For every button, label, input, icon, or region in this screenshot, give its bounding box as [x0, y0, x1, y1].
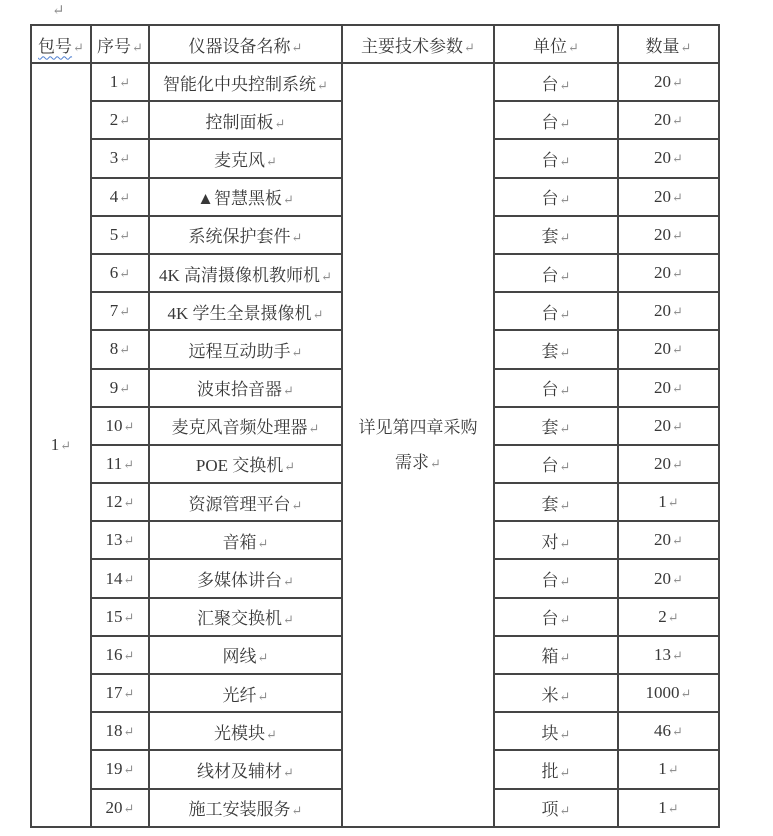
- quantity: 20: [654, 224, 672, 244]
- unit-cell[interactable]: [494, 407, 618, 445]
- end-of-cell-mark: ↵: [559, 153, 571, 169]
- header-label: 单位: [533, 36, 568, 56]
- unit: 批: [541, 761, 559, 781]
- equipment-name: 线材及辅材: [197, 761, 283, 781]
- quantity: 46: [654, 721, 672, 741]
- quantity: 1: [658, 759, 667, 779]
- serial-no: 3: [109, 148, 119, 168]
- unit-cell[interactable]: [494, 789, 618, 827]
- unit: 套: [541, 341, 559, 361]
- end-of-cell-mark: ↵: [283, 383, 294, 399]
- end-of-cell-mark: ↵: [283, 574, 294, 590]
- end-of-cell-mark: ↵: [559, 650, 571, 666]
- quantity: 20: [654, 415, 672, 435]
- end-of-cell-mark: ↵: [559, 803, 571, 819]
- unit: 块: [541, 723, 559, 743]
- end-of-cell-mark: ↵: [672, 227, 683, 243]
- serial-no-cell[interactable]: [91, 63, 149, 101]
- quantity-cell[interactable]: [618, 330, 719, 368]
- end-of-cell-mark: ↵: [291, 803, 303, 819]
- end-of-cell-mark: ↵: [312, 306, 324, 322]
- quantity-cell[interactable]: [618, 789, 719, 827]
- end-of-cell-mark: ↵: [672, 75, 683, 91]
- equipment-name-cell[interactable]: [149, 521, 342, 559]
- end-of-cell-mark: ↵: [672, 304, 683, 320]
- quantity-cell[interactable]: [618, 254, 719, 292]
- serial-no: 11: [105, 453, 123, 473]
- end-of-cell-mark: ↵: [559, 612, 571, 628]
- end-of-cell-mark: ↵: [559, 421, 571, 437]
- quantity: 1000: [645, 683, 680, 703]
- equipment-name-cell[interactable]: [149, 292, 342, 330]
- end-of-cell-mark: ↵: [559, 497, 571, 513]
- serial-no-cell[interactable]: [91, 407, 149, 445]
- serial-no: 17: [105, 683, 123, 703]
- header-equipment-name[interactable]: [149, 25, 342, 63]
- unit-cell[interactable]: [494, 712, 618, 750]
- header-unit[interactable]: [494, 25, 618, 63]
- end-of-cell-mark: ↵: [672, 533, 683, 549]
- quantity-cell[interactable]: [618, 521, 719, 559]
- header-tech-params[interactable]: [342, 25, 494, 63]
- serial-no-cell[interactable]: [91, 598, 149, 636]
- end-of-cell-mark: ↵: [119, 189, 131, 205]
- serial-no: 16: [105, 644, 123, 664]
- unit-cell[interactable]: [494, 750, 618, 788]
- serial-no-cell[interactable]: [91, 559, 149, 597]
- end-of-cell-mark: ↵: [60, 438, 72, 453]
- quantity: 20: [654, 377, 672, 397]
- end-of-cell-mark: ↵: [559, 726, 571, 742]
- end-of-cell-mark: ↵: [283, 612, 294, 628]
- equipment-name: 智能化中央控制系统: [163, 74, 317, 94]
- end-of-cell-mark: ↵: [119, 151, 131, 167]
- equipment-name-cell[interactable]: [149, 483, 342, 521]
- equipment-name: 光纤: [222, 685, 257, 705]
- unit: 台: [541, 112, 559, 132]
- unit: 米: [541, 685, 559, 705]
- serial-no: 2: [109, 110, 119, 130]
- equipment-name-cell[interactable]: [149, 178, 342, 216]
- end-of-cell-mark: ↵: [317, 77, 328, 93]
- end-of-cell-mark: ↵: [119, 75, 131, 91]
- end-of-cell-mark: ↵: [672, 571, 683, 587]
- unit: 台: [541, 74, 559, 94]
- serial-no: 8: [109, 339, 119, 359]
- serial-no-cell[interactable]: [91, 369, 149, 407]
- header-label: 序号: [97, 36, 132, 56]
- unit-cell[interactable]: [494, 254, 618, 292]
- unit: 台: [541, 380, 559, 400]
- end-of-cell-mark: ↵: [672, 418, 683, 434]
- end-of-cell-mark: ↵: [559, 115, 571, 131]
- end-of-cell-mark: ↵: [123, 724, 135, 740]
- equipment-name: 麦克风: [214, 150, 266, 170]
- end-of-cell-mark: ↵: [123, 495, 135, 511]
- serial-no: 14: [105, 568, 123, 588]
- end-of-cell-mark: ↵: [672, 456, 683, 472]
- quantity: 20: [654, 453, 672, 473]
- end-of-cell-mark: ↵: [464, 39, 475, 55]
- unit: 台: [541, 571, 559, 591]
- end-of-cell-mark: ↵: [680, 39, 692, 55]
- end-of-cell-mark: ↵: [119, 380, 131, 396]
- tech-params-cell[interactable]: [342, 63, 494, 827]
- quantity-cell[interactable]: [618, 292, 719, 330]
- end-of-cell-mark: ↵: [266, 726, 277, 742]
- end-of-cell-mark: ↵: [559, 688, 571, 704]
- serial-no-cell[interactable]: [91, 254, 149, 292]
- unit: 台: [541, 609, 559, 629]
- end-of-cell-mark: ↵: [73, 39, 84, 55]
- serial-no: 6: [109, 263, 119, 283]
- equipment-name-cell[interactable]: [149, 636, 342, 674]
- end-of-cell-mark: ↵: [559, 306, 571, 322]
- serial-no: 15: [105, 606, 123, 626]
- unit-cell[interactable]: [494, 178, 618, 216]
- header-package-no[interactable]: [31, 25, 91, 63]
- unit-cell[interactable]: [494, 521, 618, 559]
- serial-no-cell[interactable]: [91, 139, 149, 177]
- quantity-cell[interactable]: [618, 483, 719, 521]
- serial-no: 9: [109, 377, 119, 397]
- end-of-cell-mark: ↵: [291, 39, 303, 55]
- unit: 对: [541, 532, 559, 552]
- quantity: 1: [658, 492, 667, 512]
- quantity: 20: [654, 339, 672, 359]
- end-of-cell-mark: ↵: [667, 609, 679, 625]
- end-of-cell-mark: ↵: [559, 459, 571, 475]
- serial-no-cell[interactable]: [91, 101, 149, 139]
- end-of-cell-mark: ↵: [123, 571, 135, 587]
- end-of-cell-mark: ↵: [123, 686, 135, 702]
- equipment-name-cell[interactable]: [149, 750, 342, 788]
- quantity: 20: [654, 110, 672, 130]
- serial-no-cell[interactable]: [91, 521, 149, 559]
- quantity: 1: [658, 797, 667, 817]
- end-of-cell-mark: ↵: [672, 266, 683, 282]
- quantity-cell[interactable]: [618, 598, 719, 636]
- end-of-cell-mark: ↵: [123, 647, 135, 663]
- quantity-cell[interactable]: [618, 407, 719, 445]
- equipment-name-cell[interactable]: [149, 216, 342, 254]
- serial-no-cell[interactable]: [91, 330, 149, 368]
- serial-no-cell[interactable]: [91, 712, 149, 750]
- quantity: 20: [654, 568, 672, 588]
- equipment-name: 控制面板: [205, 112, 274, 132]
- quantity: 20: [654, 148, 672, 168]
- unit-cell[interactable]: [494, 139, 618, 177]
- header-label: 数量: [645, 36, 680, 56]
- serial-no: 19: [105, 759, 123, 779]
- serial-no-cell[interactable]: [91, 216, 149, 254]
- quantity: 20: [654, 72, 672, 92]
- equipment-name: ▲智慧黑板: [197, 189, 282, 209]
- tech-params-text: 详见第四章采购需求: [358, 417, 478, 472]
- header-label: 仪器设备名称: [188, 36, 291, 56]
- equipment-name: 麦克风音频处理器: [171, 418, 308, 438]
- quantity: 20: [654, 186, 672, 206]
- quantity-cell[interactable]: [618, 178, 719, 216]
- end-of-cell-mark: ↵: [257, 650, 269, 666]
- equipment-name-cell[interactable]: [149, 101, 342, 139]
- table-header-row: [31, 25, 719, 63]
- quantity-cell[interactable]: [618, 369, 719, 407]
- unit: 台: [541, 303, 559, 323]
- equipment-name-cell[interactable]: [149, 559, 342, 597]
- paragraph-mark: ↵: [52, 3, 65, 19]
- end-of-cell-mark: ↵: [321, 268, 332, 284]
- equipment-name: 远程互动助手: [188, 341, 291, 361]
- end-of-cell-mark: ↵: [559, 192, 571, 208]
- quantity: 20: [654, 263, 672, 283]
- serial-no-cell[interactable]: [91, 483, 149, 521]
- quantity: 20: [654, 530, 672, 550]
- end-of-cell-mark: ↵: [672, 724, 683, 740]
- end-of-cell-mark: ↵: [123, 609, 135, 625]
- equipment-name: 光模块: [214, 723, 266, 743]
- unit: 项: [541, 800, 559, 820]
- end-of-cell-mark: ↵: [274, 115, 286, 131]
- end-of-cell-mark: ↵: [430, 455, 441, 471]
- end-of-cell-mark: ↵: [559, 764, 571, 780]
- serial-no: 10: [105, 415, 123, 435]
- end-of-cell-mark: ↵: [672, 151, 683, 167]
- header-label: 包号: [38, 36, 73, 56]
- end-of-cell-mark: ↵: [119, 227, 131, 243]
- quantity: 13: [654, 644, 672, 664]
- equipment-name-cell[interactable]: [149, 369, 342, 407]
- unit: 台: [541, 189, 559, 209]
- serial-no-cell[interactable]: [91, 750, 149, 788]
- end-of-cell-mark: ↵: [284, 459, 296, 475]
- equipment-name: 音箱: [222, 532, 257, 552]
- serial-no: 12: [105, 492, 123, 512]
- equipment-name-cell[interactable]: [149, 254, 342, 292]
- end-of-cell-mark: ↵: [559, 77, 571, 93]
- serial-no: 18: [105, 721, 123, 741]
- end-of-cell-mark: ↵: [568, 39, 579, 55]
- end-of-cell-mark: ↵: [291, 344, 303, 360]
- end-of-cell-mark: ↵: [257, 688, 269, 704]
- quantity-cell[interactable]: [618, 216, 719, 254]
- unit-cell[interactable]: [494, 330, 618, 368]
- serial-no-cell[interactable]: [91, 674, 149, 712]
- equipment-name: 网线: [222, 647, 257, 667]
- unit-cell[interactable]: [494, 483, 618, 521]
- end-of-cell-mark: ↵: [672, 342, 683, 358]
- quantity: 2: [658, 606, 667, 626]
- end-of-cell-mark: ↵: [672, 189, 683, 205]
- end-of-cell-mark: ↵: [680, 686, 692, 702]
- end-of-cell-mark: ↵: [123, 762, 135, 778]
- end-of-cell-mark: ↵: [672, 380, 683, 396]
- package-no: 1: [50, 435, 60, 454]
- package-no-cell[interactable]: [31, 63, 91, 827]
- end-of-cell-mark: ↵: [672, 113, 683, 129]
- unit: 箱: [541, 647, 559, 667]
- unit-cell[interactable]: [494, 216, 618, 254]
- unit-cell[interactable]: [494, 598, 618, 636]
- end-of-cell-mark: ↵: [559, 230, 571, 246]
- equipment-name: 4K 学生全景摄像机: [167, 303, 312, 323]
- unit: 台: [541, 265, 559, 285]
- end-of-cell-mark: ↵: [308, 421, 320, 437]
- serial-no-cell[interactable]: [91, 789, 149, 827]
- quantity-cell[interactable]: [618, 139, 719, 177]
- end-of-cell-mark: ↵: [559, 574, 571, 590]
- end-of-cell-mark: ↵: [667, 495, 679, 511]
- unit: 套: [541, 227, 559, 247]
- table-body: [31, 63, 719, 827]
- quantity-cell[interactable]: [618, 63, 719, 101]
- end-of-cell-mark: ↵: [266, 153, 277, 169]
- unit-cell[interactable]: [494, 101, 618, 139]
- header-serial-no[interactable]: [91, 25, 149, 63]
- end-of-cell-mark: ↵: [132, 39, 143, 55]
- quantity-cell[interactable]: [618, 559, 719, 597]
- equipment-name-cell[interactable]: [149, 407, 342, 445]
- quantity-cell[interactable]: [618, 636, 719, 674]
- equipment-name-cell[interactable]: [149, 674, 342, 712]
- equipment-name: POE 交换机: [195, 456, 284, 476]
- unit-cell[interactable]: [494, 292, 618, 330]
- end-of-cell-mark: ↵: [559, 535, 571, 551]
- unit-cell[interactable]: [494, 369, 618, 407]
- equipment-name-cell[interactable]: [149, 445, 342, 483]
- end-of-cell-mark: ↵: [291, 230, 303, 246]
- end-of-cell-mark: ↵: [559, 268, 571, 284]
- unit-cell[interactable]: [494, 674, 618, 712]
- table-row: [31, 63, 719, 101]
- end-of-cell-mark: ↵: [119, 342, 131, 358]
- equipment-name: 资源管理平台: [188, 494, 291, 514]
- serial-no: 20: [105, 797, 123, 817]
- serial-no: 5: [109, 224, 119, 244]
- serial-no-cell[interactable]: [91, 178, 149, 216]
- equipment-name: 多媒体讲台: [197, 571, 283, 591]
- equipment-table: [30, 24, 720, 828]
- equipment-name-cell[interactable]: [149, 330, 342, 368]
- equipment-name-cell[interactable]: [149, 63, 342, 101]
- end-of-cell-mark: ↵: [282, 192, 294, 208]
- end-of-cell-mark: ↵: [119, 266, 131, 282]
- equipment-name: 施工安装服务: [188, 800, 291, 820]
- end-of-cell-mark: ↵: [291, 497, 303, 513]
- equipment-name: 系统保护套件: [188, 227, 291, 247]
- unit-cell[interactable]: [494, 63, 618, 101]
- equipment-name-cell[interactable]: [149, 712, 342, 750]
- unit-cell[interactable]: [494, 636, 618, 674]
- unit: 台: [541, 150, 559, 170]
- end-of-cell-mark: ↵: [559, 344, 571, 360]
- serial-no-cell[interactable]: [91, 636, 149, 674]
- unit: 台: [541, 456, 559, 476]
- equipment-name-cell[interactable]: [149, 139, 342, 177]
- equipment-name-cell[interactable]: [149, 789, 342, 827]
- quantity-cell[interactable]: [618, 674, 719, 712]
- end-of-cell-mark: ↵: [123, 533, 135, 549]
- end-of-cell-mark: ↵: [283, 764, 294, 780]
- quantity-cell[interactable]: [618, 101, 719, 139]
- serial-no: 1: [109, 72, 119, 92]
- end-of-cell-mark: ↵: [123, 418, 135, 434]
- equipment-name: 4K 高清摄像机教师机: [159, 265, 321, 285]
- end-of-cell-mark: ↵: [667, 800, 679, 816]
- quantity: 20: [654, 301, 672, 321]
- end-of-cell-mark: ↵: [119, 304, 131, 320]
- end-of-cell-mark: ↵: [257, 535, 269, 551]
- header-label: 主要技术参数: [361, 36, 464, 56]
- quantity-cell[interactable]: [618, 712, 719, 750]
- end-of-cell-mark: ↵: [559, 383, 571, 399]
- unit-cell[interactable]: [494, 445, 618, 483]
- serial-no: 13: [105, 530, 123, 550]
- equipment-name: 汇聚交换机: [197, 609, 283, 629]
- serial-no: 7: [109, 301, 119, 321]
- unit: 套: [541, 494, 559, 514]
- end-of-cell-mark: ↵: [672, 647, 683, 663]
- serial-no: 4: [109, 186, 119, 206]
- unit-cell[interactable]: [494, 559, 618, 597]
- quantity-cell[interactable]: [618, 445, 719, 483]
- serial-no-cell[interactable]: [91, 445, 149, 483]
- end-of-cell-mark: ↵: [123, 800, 135, 816]
- quantity-cell[interactable]: [618, 750, 719, 788]
- end-of-cell-mark: ↵: [667, 762, 679, 778]
- end-of-cell-mark: ↵: [119, 113, 131, 129]
- end-of-cell-mark: ↵: [123, 456, 135, 472]
- equipment-name: 波束拾音器: [197, 380, 283, 400]
- unit: 套: [541, 418, 559, 438]
- header-quantity[interactable]: [618, 25, 719, 63]
- equipment-name-cell[interactable]: [149, 598, 342, 636]
- serial-no-cell[interactable]: [91, 292, 149, 330]
